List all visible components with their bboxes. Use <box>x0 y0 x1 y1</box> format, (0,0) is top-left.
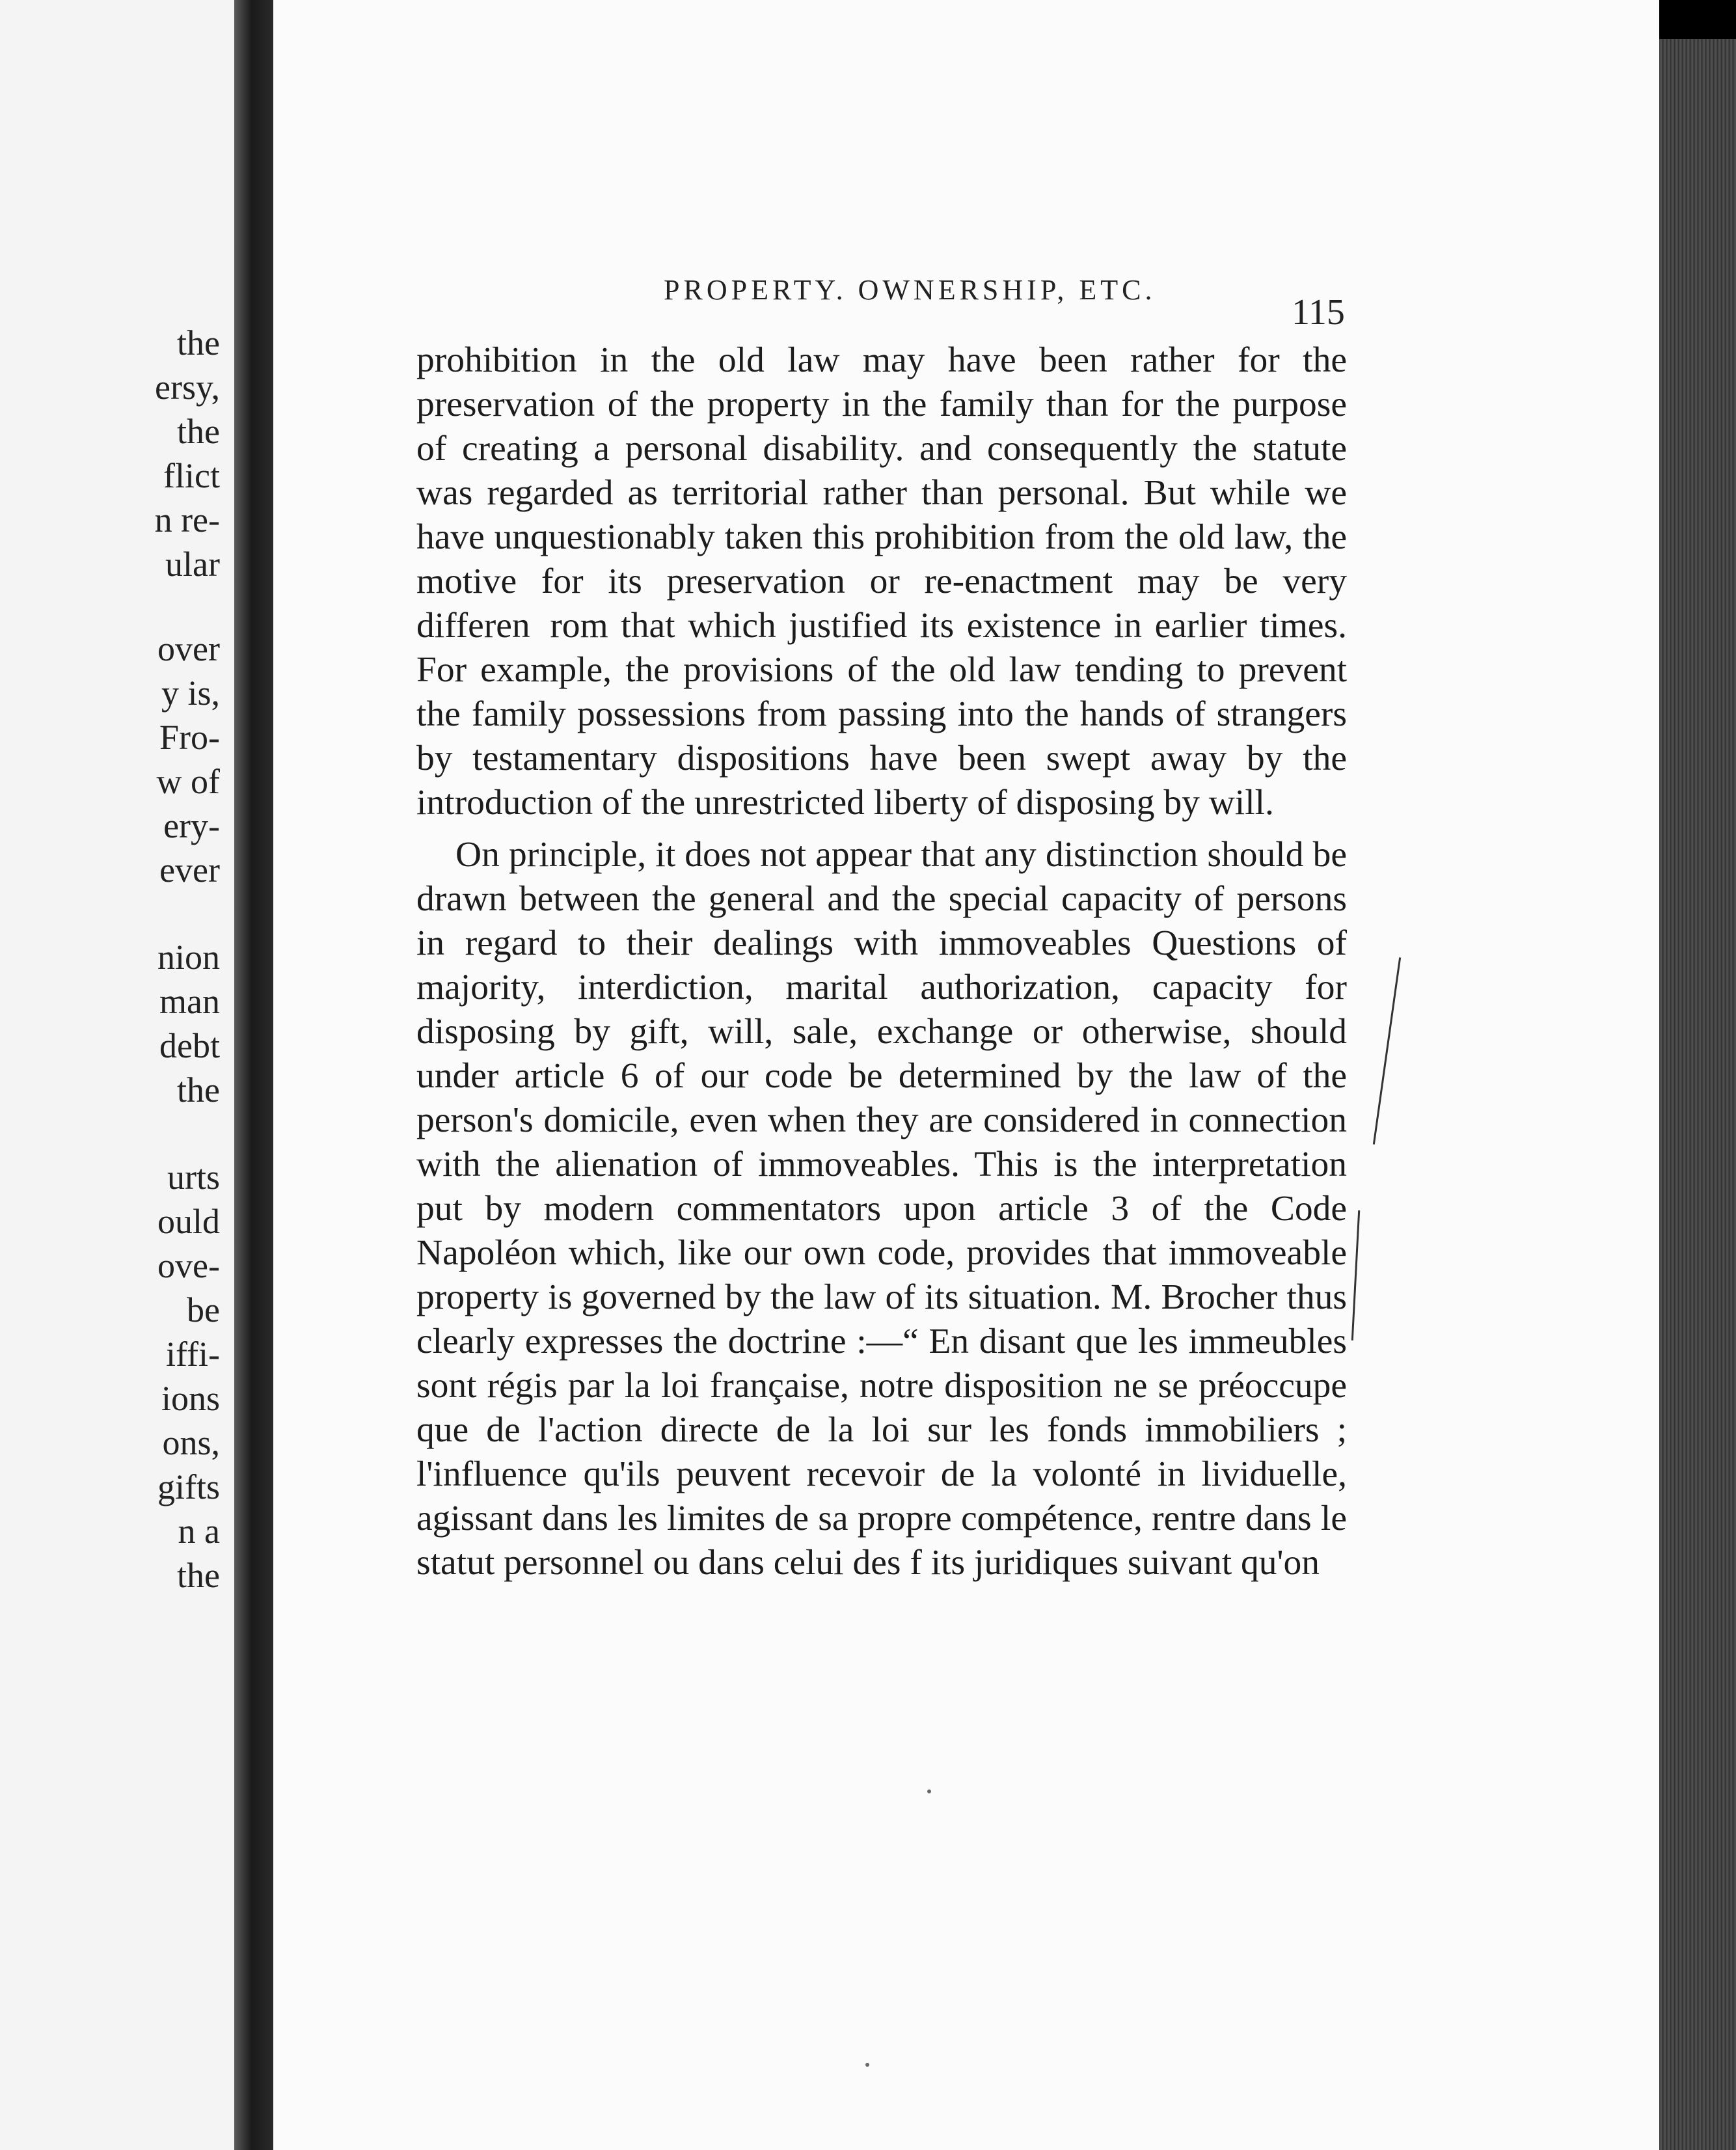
left-margin-fragment: nion <box>157 938 220 977</box>
left-margin-fragment: ersy, <box>155 368 220 407</box>
paragraph: prohibition in the old law may have been rather for the preservation of the property in the family than for the purpose of creating a personal disability. and consequently the statute was regarded as territorial rather than personal. But while we have unquestionably taken this prohibition from the old law, the motive for its preservation or re-enactment may be very differen rom that which justified its existence in earlier times. For example, the provisions of the old law tending to prevent the family possessions from passing into the hands of strangers by testamentary dispositions have been swept away by the introduction of the unrestricted liberty of disposing by will. <box>416 340 1347 823</box>
running-head: PROPERTY. OWNERSHIP, ETC. <box>664 274 1156 306</box>
left-margin-fragment: the <box>177 1070 220 1109</box>
left-margin-fragment: be <box>187 1290 220 1329</box>
book-gutter <box>234 0 273 2150</box>
left-margin-fragment: Fro- <box>159 718 220 757</box>
left-margin-fragment: urts <box>167 1158 220 1197</box>
paragraph: On principle, it does not appear that any distinction should be drawn between the general and the special capacity of persons in regard to their dealings with immoveables Questions of majority, interdiction, marital authorization, capacity for disposing by gift, will, sale, exchange or otherwise, should under article 6 of our code be determined by the law of the person's domicile, even when they are considered in connection with the alienation of immoveables. This is the interpretation put by modern commentators upon article 3 of the Code Napoléon which, like our own code, provides that immoveable property is governed by the law of its situation. M. Brocher thus clearly expresses the doctrine :—“ En disant que les immeubles sont régis par la loi française, notre disposition ne se préoccupe que de l'action directe de la loi sur les fonds immobiliers ; l'influence qu'ils peuvent recevoir de la volonté in lividuelle, agissant dans les limites de sa propre compétence, rentre dans le statut personnel ou dans celui des f its juridiques suivant qu'on <box>416 835 1347 1583</box>
left-margin-fragment: flict <box>163 456 220 495</box>
left-margin-fragment: y is, <box>161 674 220 713</box>
left-margin-fragment: ever <box>159 850 220 890</box>
left-margin-fragment: ove- <box>157 1246 220 1285</box>
left-margin-fragment: gifts <box>157 1467 220 1506</box>
left-margin-fragment: man <box>159 982 220 1021</box>
page-edges <box>1659 39 1736 2150</box>
page-number: 115 <box>1292 292 1345 333</box>
ink-speck <box>927 1789 931 1793</box>
left-margin-fragment: the <box>177 323 220 362</box>
left-margin-fragment: w of <box>156 762 220 801</box>
left-margin-fragment: ould <box>157 1202 220 1241</box>
background-corner <box>1659 0 1736 39</box>
left-margin-fragment: n a <box>178 1512 220 1551</box>
left-margin-fragment: the <box>177 1556 220 1595</box>
ink-speck <box>865 2063 869 2067</box>
previous-page <box>0 0 234 2150</box>
left-margin-fragment: the <box>177 412 220 451</box>
left-margin-fragment: ions <box>161 1379 220 1418</box>
left-margin-fragment: iffi- <box>166 1335 220 1374</box>
left-margin-fragment: ular <box>165 545 220 584</box>
left-margin-fragment: n re- <box>154 500 220 539</box>
body-text <box>416 338 1347 1585</box>
left-margin-fragment: ery- <box>163 806 220 845</box>
left-margin-fragment: over <box>157 629 220 668</box>
left-margin-fragment: debt <box>159 1026 220 1065</box>
left-margin-fragment: ons, <box>162 1423 220 1462</box>
